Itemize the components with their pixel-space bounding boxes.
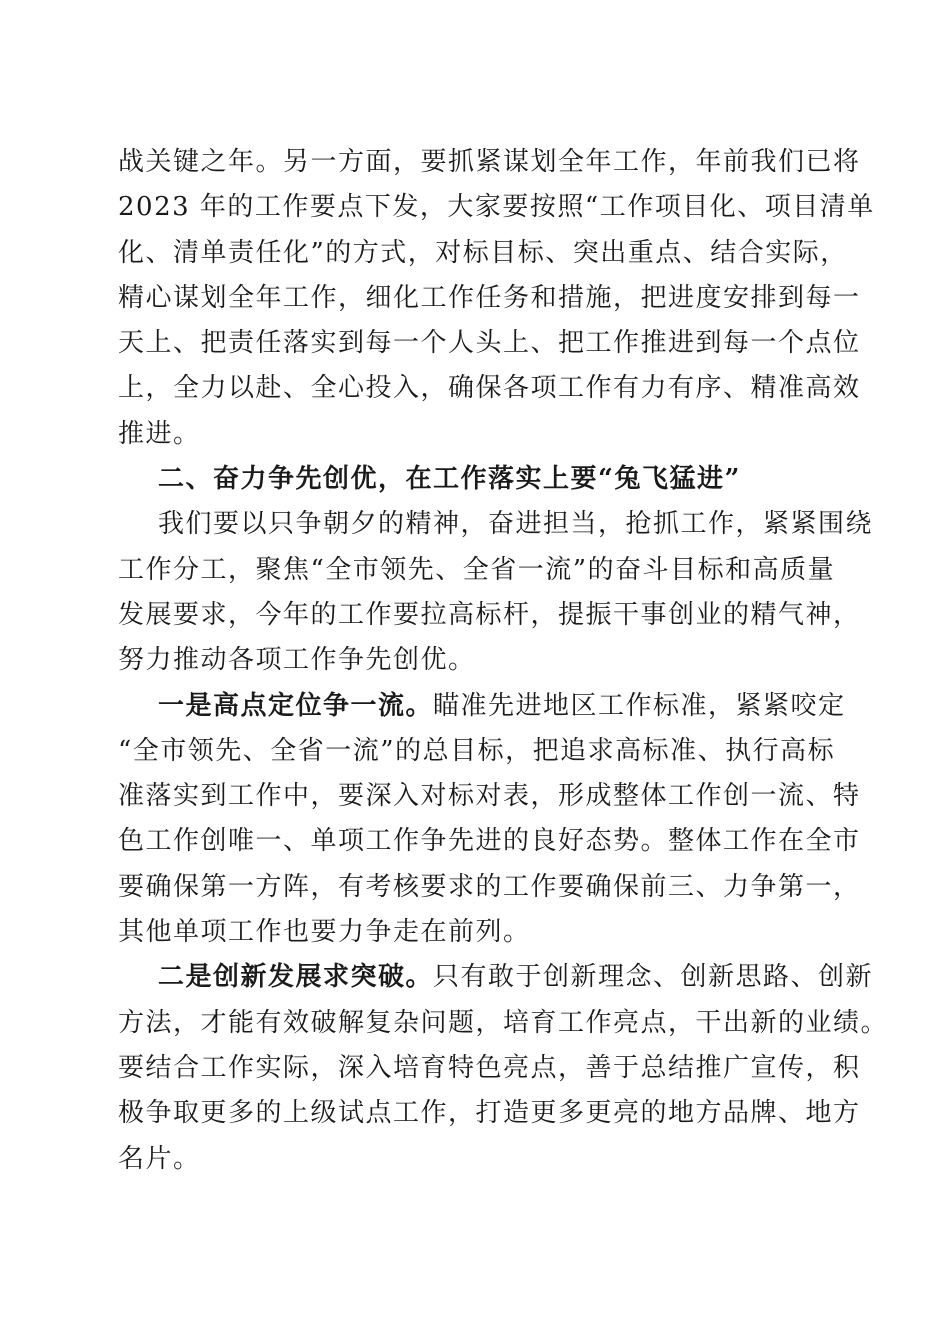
body-line: 色工作创唯一、单项工作争先进的良好态势。整体工作在全市 [118,826,861,857]
body-line: 工作分工，聚焦“全市领先、全省一流”的奋斗目标和高质量 [118,554,836,585]
body-line: 2023 年的工作要点下发，大家要按照“工作项目化、项目清单 [118,192,875,223]
body-line: 要确保第一方阵，有考核要求的工作要确保前三、力争第一， [118,871,861,902]
body-line: 化、清单责任化”的方式，对标目标、突出重点、结合实际， [118,237,848,268]
body-line [118,684,846,729]
body-line: 发展要求，今年的工作要拉高标杆，提振干事创业的精气神， [118,599,861,630]
point-lead: 一是高点定位争一流。 [158,690,434,721]
document-page [118,140,889,1182]
body-line: 极争取更多的上级试点工作，打造更多更亮的地方品牌、地方 [118,1098,861,1129]
body-line: 其他单项工作也要力争走在前列。 [118,917,531,948]
body-line: 上，全力以赴、全心投入，确保各项工作有力有序、精准高效 [118,373,861,404]
body-line: 精心谋划全年工作，细化工作任务和措施，把进度安排到每一 [118,282,861,313]
body-line: 战关键之年。另一方面，要抓紧谋划全年工作，年前我们已将 [118,147,861,177]
body-line [118,955,874,1000]
body-line: 名片。 [118,1143,201,1174]
point-text: 只有敢于创新理念、创新思路、创新 [433,962,874,993]
body-line: 努力推动各项工作争先创优。 [118,645,476,676]
body-line: 推进。 [118,418,201,449]
section-heading: 二、奋力争先创优，在工作落实上要“兔飞猛进” [158,464,741,495]
point-text: 瞄准先进地区工作标准，紧紧咬定 [433,690,846,721]
body-line: “全市领先、全省一流”的总目标，把追求高标准、执行高标 [118,735,836,766]
body-line: 要结合工作实际，深入培育特色亮点，善于总结推广宣传，积 [118,1052,861,1083]
body-line: 我们要以只争朝夕的精神，奋进担当，抢抓工作，紧紧围绕 [158,509,874,540]
point-lead: 二是创新发展求突破。 [158,962,434,993]
body-line: 准落实到工作中，要深入对标对表，形成整体工作创一流、特 [118,781,861,812]
body-line: 方法，才能有效破解复杂问题，培育工作亮点，干出新的业绩。 [118,1007,889,1038]
body-line: 天上、把责任落实到每一个人头上、把工作推进到每一个点位 [118,328,861,359]
